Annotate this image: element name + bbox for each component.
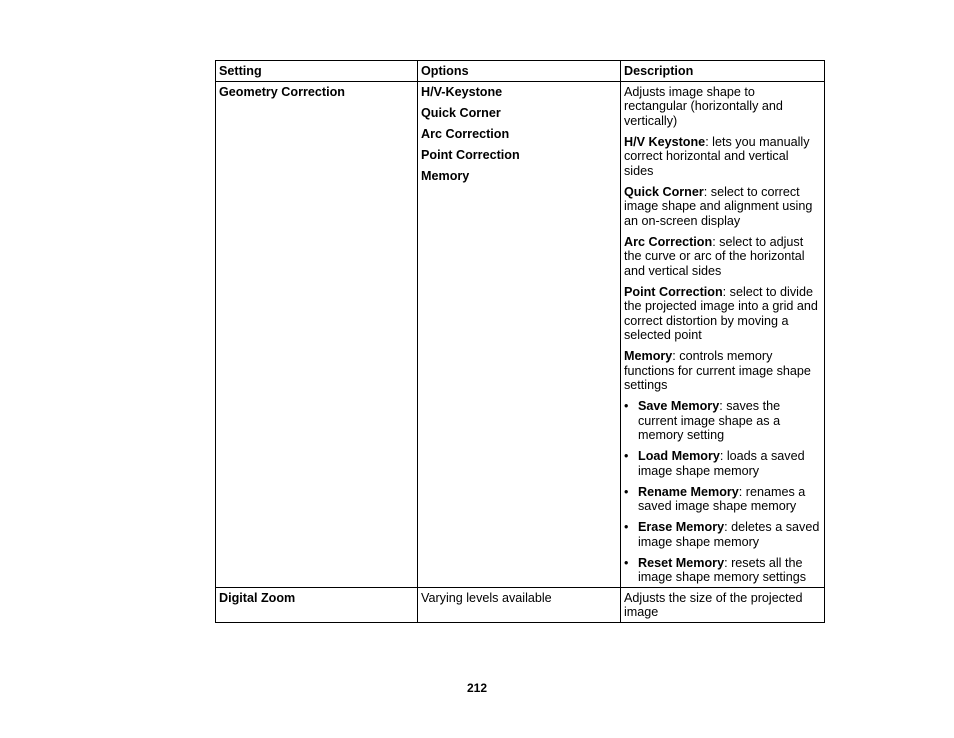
term-text: : select to adjust the curve or arc of the horizontal and vertical sides — [624, 234, 805, 278]
term-text: : deletes a saved image shape memory — [638, 520, 820, 549]
term-text: : saves the current image shape as a memory setting — [638, 399, 781, 442]
term: Save Memory — [638, 399, 720, 413]
description-cell — [621, 81, 825, 587]
setting-cell: Digital Zoom — [216, 587, 418, 622]
description-paragraph — [624, 349, 820, 393]
term-text: : lets you manually correct horizontal and vertical sides — [624, 134, 810, 178]
option-item: Quick Corner — [421, 105, 501, 120]
list-item — [624, 449, 820, 478]
settings-table — [215, 60, 825, 623]
options-cell: Varying levels available — [418, 587, 621, 622]
header-description: Description — [621, 61, 825, 82]
term-text: : select to correct image shape and alignment using an on-screen display — [624, 184, 813, 228]
term: Memory — [624, 349, 673, 363]
list-item — [624, 520, 820, 549]
list-item — [624, 556, 820, 585]
option-item: Memory — [421, 168, 470, 183]
list-item — [624, 485, 820, 514]
term-text: : renames a saved image shape memory — [638, 484, 806, 513]
term: Rename Memory — [638, 484, 739, 499]
page-number: 212 — [466, 681, 488, 695]
term: Arc Correction — [624, 234, 713, 249]
description-paragraph — [624, 135, 820, 179]
description-paragraph — [624, 185, 820, 229]
term: Load Memory — [638, 449, 720, 463]
list-item — [624, 399, 820, 443]
term-text: : loads a saved image shape memory — [638, 449, 805, 478]
memory-bullet-list — [624, 399, 820, 585]
setting-cell: Geometry Correction — [216, 81, 418, 587]
options-cell — [418, 81, 621, 587]
term: Reset Memory — [638, 555, 725, 570]
table-header-row — [216, 61, 825, 82]
bullet-marker: • — [624, 555, 629, 570]
bullet-marker: • — [624, 520, 629, 534]
bullet-marker: • — [624, 449, 629, 463]
term-text: : controls memory functions for current image shape settings — [624, 349, 811, 392]
term: Erase Memory — [638, 520, 725, 534]
table-row — [216, 81, 825, 587]
description-paragraph — [624, 285, 820, 343]
term: Quick Corner — [624, 184, 704, 199]
term-text: : resets all the image shape memory settings — [638, 555, 806, 584]
option-item: Arc Correction — [421, 126, 510, 141]
term-text: : select to divide the projected image into a grid and correct distortion by moving a selected point — [624, 284, 818, 342]
description-cell: Adjusts the size of the projected image — [621, 587, 825, 622]
table-row — [216, 587, 825, 622]
bullet-marker: • — [624, 484, 629, 499]
header-options: Options — [418, 61, 621, 82]
option-item: Point Correction — [421, 147, 520, 162]
term: H/V Keystone — [624, 134, 706, 149]
header-setting: Setting — [216, 61, 418, 82]
bullet-marker: • — [624, 399, 629, 413]
description-intro: Adjusts image shape to rectangular (horizontally and vertically) — [624, 84, 783, 128]
term: Point Correction — [624, 284, 723, 299]
option-item: H/V-Keystone — [421, 84, 503, 99]
description-paragraph — [624, 235, 820, 279]
